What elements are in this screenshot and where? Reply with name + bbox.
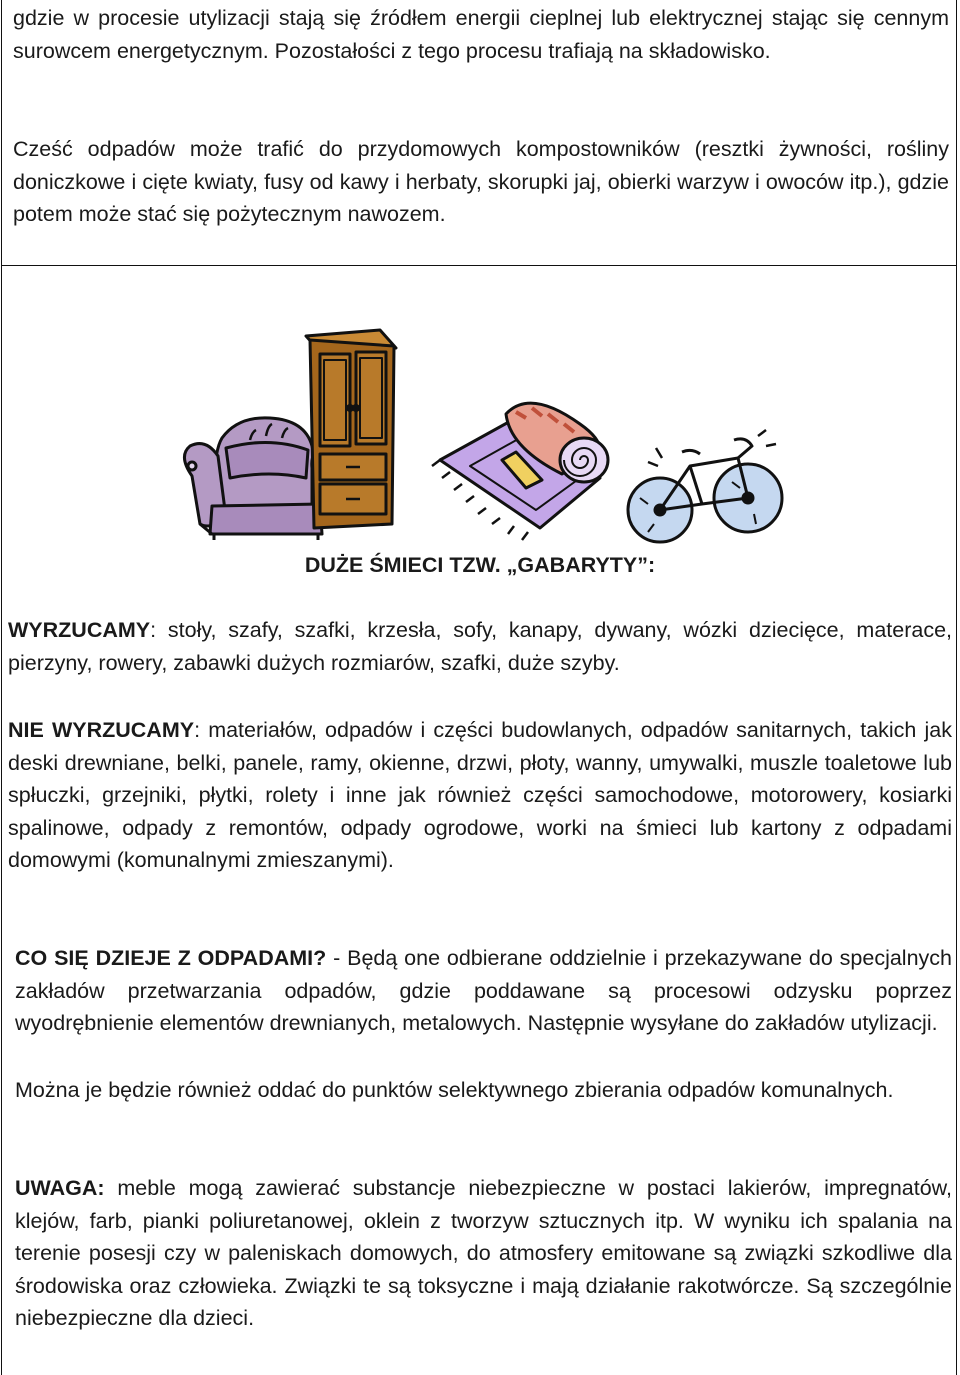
text-uwaga: meble mogą zawierać substancje niebezpieczne w postaci lakierów, impregnatów, klejów, farb, pianki poliuretanowej, oklein z tworzyw sztucznych itp. W wyniku ich spalania na terenie posesji czy w paleniskach domowych, do atmosfery emitowane są związki szkodliwe dla środowiska oraz człowieka. Związki te są toksyczne i mają działanie rakotwórcze. Są szczególnie niebezpieczne dla dzieci. (15, 1176, 952, 1331)
label-uwaga: UWAGA: (15, 1176, 105, 1200)
text-co-sie-dzieje: - Będą one odbierane oddzielnie i przekazywane do specjalnych zakładów przetwarzania odpadów, gdzie poddawane są procesowi odzysku poprzez wyodrębnienie elementów drewnianych, metalowych. Następnie wysyłane do zakładów utylizacji. (15, 946, 952, 1036)
label-co-sie-dzieje: CO SIĘ DZIEJE Z ODPADAMI? (15, 946, 327, 970)
text-wyrzucamy: : stoły, szafy, szafki, krzesła, sofy, kanapy, dywany, wózki dziecięce, materace, pierzyny, rowery, zabawki dużych rozmiarów, szafki, duże szyby. (8, 618, 952, 675)
intro-paragraph-compost: Cześć odpadów może trafić do przydomowych kompostowników (resztki żywności, rośliny doniczkowe i cięte kwiaty, fusy od kawy i herbaty, skorupki jaj, obierki warzyw i owoców itp.), gdzie potem może stać się pożytecznym nawozem. (13, 137, 949, 227)
bicycle-icon (628, 430, 782, 542)
label-nie-wyrzucamy: NIE WYRZUCAMY (8, 718, 195, 742)
rolled-carpet-icon (432, 403, 608, 540)
text-nie-wyrzucamy: : materiałów, odpadów i części budowlanych, odpadów sanitarnych, takich jak deski drewniane, belki, panele, ramy, okienne, drzwi, płoty, wanny, umywalki, muszle toaletowe lub spłuczki, grzejniki, płytki, rolety i inne jak również części samochodowe, motorowery, kosiarki spalinowe, odpady z remontów, odpady ogrodowe, worki na śmieci lub kartony z odpadami domowymi (komunalnymi zmieszanymi). (8, 718, 952, 873)
bulky-waste-illustration (170, 328, 790, 550)
paragraph-nie-wyrzucamy (8, 714, 952, 877)
paragraph-punkty-zbierania: Można je będzie również oddać do punktów selektywnego zbierania odpadów komunalnych. (15, 1078, 894, 1102)
paragraph-wyrzucamy (8, 614, 952, 679)
section-heading: DUŻE ŚMIECI TZW. „GABARYTY”: (304, 553, 656, 577)
label-wyrzucamy: WYRZUCAMY (8, 618, 151, 642)
wardrobe-icon (306, 330, 396, 528)
paragraph-co-sie-dzieje (15, 942, 952, 1040)
paragraph-uwaga (15, 1172, 952, 1335)
intro-paragraph-utilization: gdzie w procesie utylizacji stają się źródłem energii cieplnej lub elektrycznej stając się cennym surowcem energetycznym. Pozostałości z tego procesu trafiają na składowisko. (13, 6, 949, 63)
